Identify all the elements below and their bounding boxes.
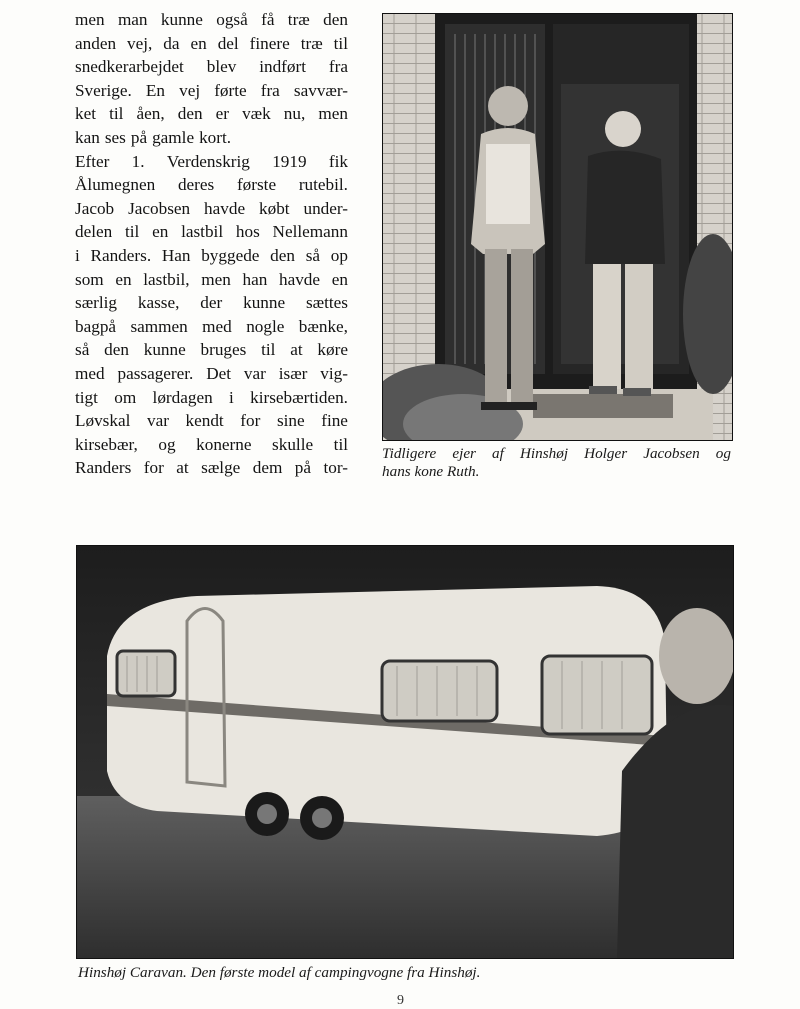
word: med — [202, 316, 232, 336]
word: vig- — [320, 363, 348, 383]
word: sammen — [130, 316, 188, 336]
word: kort. — [199, 127, 232, 147]
word: Randers — [75, 458, 132, 478]
word: at — [290, 340, 303, 360]
text-line — [75, 102, 348, 126]
word: Randers. — [90, 245, 152, 265]
photo-caravan — [76, 545, 734, 959]
word: første — [236, 175, 277, 195]
word: byggede — [201, 245, 260, 265]
word: nogle — [246, 316, 285, 336]
caravan-photo-image — [77, 546, 733, 958]
word: Efter — [75, 151, 110, 171]
text-line — [75, 244, 348, 268]
word: og — [715, 445, 731, 462]
word: købt — [259, 198, 290, 218]
word: vej, — [127, 33, 153, 53]
word: den — [270, 245, 295, 265]
page-number: 9 — [397, 993, 404, 1008]
word: kasse, — [137, 293, 180, 313]
text-line — [75, 79, 348, 103]
word: havde — [204, 198, 246, 218]
word: i — [229, 387, 234, 407]
word: men — [201, 269, 231, 289]
word: skulle — [272, 434, 314, 454]
text-line — [75, 55, 348, 79]
word: Ålumegnen — [75, 175, 156, 195]
word: lastbil — [181, 222, 224, 242]
word: især — [278, 363, 308, 383]
word: om — [114, 387, 137, 407]
word: til — [125, 222, 140, 242]
text-line — [75, 386, 348, 410]
text-line — [75, 362, 348, 386]
word: Han — [161, 245, 191, 265]
word: den — [323, 10, 348, 29]
word: den — [104, 340, 129, 360]
text-line — [75, 433, 348, 457]
word: Nellemann — [272, 222, 348, 242]
text-line — [75, 32, 348, 56]
text-line — [75, 173, 348, 197]
word: men — [75, 10, 105, 29]
word: Jacobsen — [643, 445, 700, 462]
word: fine — [321, 411, 348, 431]
word: sælge — [201, 458, 241, 478]
text-line — [75, 126, 348, 150]
word: passagerer. — [117, 363, 194, 383]
word: gamle — [152, 127, 195, 147]
word: få — [261, 10, 275, 29]
word: Holger — [584, 445, 628, 462]
word: bænke, — [298, 316, 348, 336]
text-line — [75, 291, 348, 315]
text-line — [75, 409, 348, 433]
word: anden — [75, 33, 117, 53]
word: men — [318, 104, 348, 124]
word: for — [143, 458, 164, 478]
word: 1919 — [272, 151, 307, 171]
word: havde — [278, 269, 321, 289]
word: Tidligere — [382, 445, 437, 462]
word: af — [492, 445, 504, 462]
word: for — [240, 411, 261, 431]
word: så — [75, 340, 90, 360]
word: træ — [300, 33, 323, 53]
word: at — [176, 458, 189, 478]
word: kunne — [160, 10, 203, 29]
word: finere — [249, 33, 290, 53]
word: køre — [317, 340, 348, 360]
word: på — [130, 127, 148, 147]
word: på — [294, 458, 312, 478]
word: indført — [259, 57, 306, 77]
word: ket — [75, 104, 96, 124]
word: den — [177, 104, 203, 124]
word: Jacobsen — [128, 198, 191, 218]
word: til — [261, 340, 276, 360]
caption-couple-photo — [382, 445, 731, 481]
word: er — [215, 104, 229, 124]
word: Hinshøj — [519, 445, 569, 462]
couple-photo-image — [383, 14, 732, 440]
text-line — [75, 338, 348, 362]
caption-text: Hinshøj Caravan. Den første model af campingvogne fra Hinshøj. — [78, 964, 481, 981]
word: tigt — [75, 387, 98, 407]
text-line — [75, 197, 348, 221]
word: nu, — [283, 104, 306, 124]
word: kan — [75, 127, 100, 147]
word: vej — [179, 80, 201, 100]
word: til — [333, 434, 348, 454]
word: Jacob — [75, 198, 115, 218]
word: kunne — [143, 340, 186, 360]
word: træ — [287, 10, 310, 29]
word: delen — [75, 222, 113, 242]
word: der — [200, 293, 223, 313]
word: var — [146, 411, 169, 431]
word: sættes — [305, 293, 348, 313]
word: kirsebærtiden. — [250, 387, 348, 407]
word: sine — [276, 411, 305, 431]
word: en — [115, 269, 132, 289]
word: op — [330, 245, 348, 265]
word: kunne — [243, 293, 286, 313]
text-line — [75, 268, 348, 292]
word: tor- — [323, 458, 348, 478]
word: konerne — [196, 434, 252, 454]
word: lastbil, — [143, 269, 190, 289]
word: hos — [235, 222, 260, 242]
word: til — [333, 33, 348, 53]
word: da — [163, 33, 180, 53]
word: kirsebær, — [75, 434, 138, 454]
body-text-column — [75, 8, 348, 480]
text-line — [75, 315, 348, 339]
word: til — [109, 104, 124, 124]
word: bruges — [200, 340, 247, 360]
text-line — [75, 8, 348, 32]
caption-line-1 — [382, 445, 731, 463]
word: under- — [303, 198, 348, 218]
caption-caravan-photo — [78, 964, 738, 982]
word: snedkerarbejdet — [75, 57, 184, 77]
word: del — [217, 33, 239, 53]
word: var — [243, 363, 266, 383]
word: man — [117, 10, 148, 29]
word: Sverige. — [75, 80, 132, 100]
word: kendt — [185, 411, 224, 431]
word: en — [152, 222, 169, 242]
word: Det — [206, 363, 232, 383]
word: ejer — [452, 445, 476, 462]
word: En — [145, 80, 165, 100]
photo-couple-doorway — [382, 13, 733, 441]
word: fra — [328, 57, 348, 77]
word: Verdenskrig — [166, 151, 250, 171]
word: 1. — [131, 151, 145, 171]
word: lørdagen — [152, 387, 213, 407]
word: åen, — [136, 104, 165, 124]
word: en — [331, 269, 348, 289]
word: særlig — [75, 293, 118, 313]
word: deres — [177, 175, 215, 195]
word: en — [190, 33, 207, 53]
word: også — [216, 10, 248, 29]
word: fik — [328, 151, 348, 171]
word: i — [75, 245, 80, 265]
word: fra — [260, 80, 280, 100]
word: ses — [104, 127, 126, 147]
word: med — [75, 363, 105, 383]
word: bagpå — [75, 316, 117, 336]
word: som — [75, 269, 104, 289]
word: blev — [206, 57, 237, 77]
caption-line-2: hans kone Ruth. — [382, 463, 480, 480]
text-line — [75, 220, 348, 244]
word: dem — [252, 458, 283, 478]
word: førte — [214, 80, 247, 100]
word: savvær- — [293, 80, 348, 100]
word: og — [158, 434, 176, 454]
word: Løvskal — [75, 411, 131, 431]
word: rutebil. — [298, 175, 348, 195]
text-line — [75, 456, 348, 480]
word: væk — [242, 104, 271, 124]
text-line — [75, 150, 348, 174]
word: han — [242, 269, 268, 289]
word: så — [305, 245, 321, 265]
